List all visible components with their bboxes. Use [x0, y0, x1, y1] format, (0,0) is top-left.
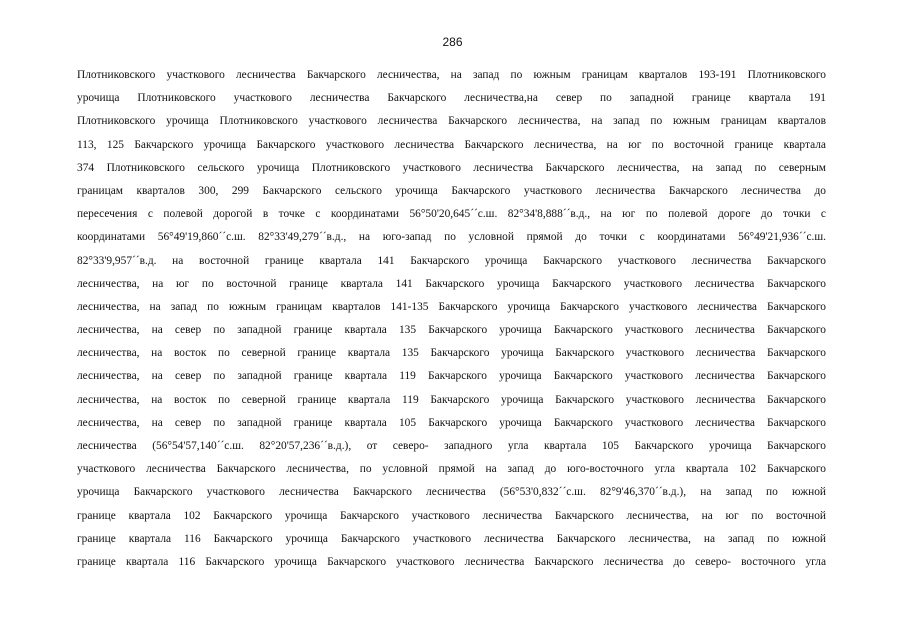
text-line: лесничества, на север по западной границе квартала 119 Бакчарского урочища Бакчарского участкового лесничества Бакчарского	[77, 370, 826, 383]
text-line: 113, 125 Бакчарского урочища Бакчарского участкового лесничества Бакчарского лесничества, на юг по восточной границе квартала	[77, 138, 826, 151]
text-line: границе квартала 116 Бакчарского урочища Бакчарского участкового лесничества Бакчарского лесничества до северо- восточного угла	[77, 555, 826, 568]
text-line: границе квартала 116 Бакчарского урочища Бакчарского участкового лесничества Бакчарского лесничества, на запад по южной	[77, 532, 826, 545]
text-line: лесничества, на юг по восточной границе квартала 141 Бакчарского урочища Бакчарского участкового лесничества Бакчарского	[77, 277, 826, 290]
text-line: Плотниковского урочища Плотниковского участкового лесничества Бакчарского лесничества, на запад по южным границам кварталов	[77, 115, 826, 128]
text-line: урочища Бакчарского участкового лесничества Бакчарского лесничества (56°53'0,832´´с.ш. 82°9'46,370´´в.д.), на запад по южной	[77, 486, 826, 499]
page-number: 286	[442, 35, 463, 49]
text-line: урочища Плотниковского участкового лесничества Бакчарского лесничества,на север по западной границе квартала 191	[77, 92, 826, 105]
text-line: пересечения с полевой дорогой в точке с координатами 56°50'20,645´´с.ш. 82°34'8,888´´в.д., на юг по полевой дороге до точки с	[77, 208, 826, 221]
text-line: лесничества, на восток по северной границе квартала 119 Бакчарского урочища Бакчарского участкового лесничества Бакчарского	[77, 393, 826, 406]
text-line: лесничества, на север по западной границе квартала 135 Бакчарского урочища Бакчарского участкового лесничества Бакчарского	[77, 324, 826, 337]
text-line: Плотниковского участкового лесничества Бакчарского лесничества, на запад по южным границам кварталов 193-191 Плотниковского	[77, 69, 826, 81]
text-line: участкового лесничества Бакчарского лесничества, по условной прямой на запад до юго-восточного угла квартала 102 Бакчарского	[77, 463, 826, 476]
text-line: лесничества, на запад по южным границам кварталов 141-135 Бакчарского урочища Бакчарского участкового лесничества Бакчарского	[77, 300, 826, 313]
document-body	[77, 66, 826, 576]
text-line: границам кварталов 300, 299 Бакчарского сельского урочища Бакчарского участкового лесничества Бакчарского лесничества до	[77, 184, 826, 197]
text-line: границе квартала 102 Бакчарского урочища Бакчарского участкового лесничества Бакчарского лесничества, на юг по восточной	[77, 509, 826, 522]
text-line: лесничества, на север по западной границе квартала 105 Бакчарского урочища Бакчарского участкового лесничества Бакчарского	[77, 416, 826, 429]
text-line: лесничества, на восток по северной границе квартала 135 Бакчарского урочища Бакчарского участкового лесничества Бакчарского	[77, 347, 826, 360]
text-line: 374 Плотниковского сельского урочища Плотниковского участкового лесничества Бакчарского лесничества, на запад по северным	[77, 161, 826, 174]
text-line: координатами 56°49'19,860´´с.ш. 82°33'49,279´´в.д., на юго-запад по условной прямой до точки с координатами 56°49'21,936´´с.ш.	[77, 231, 826, 244]
text-line: лесничества (56°54'57,140´´с.ш. 82°20'57,236´´в.д.), от северо- западного угла квартала 105 Бакчарского урочища Бакчарского	[77, 440, 826, 452]
text-line: 82°33'9,957´´в.д. на восточной границе квартала 141 Бакчарского урочища Бакчарского участкового лесничества Бакчарского	[77, 254, 826, 267]
